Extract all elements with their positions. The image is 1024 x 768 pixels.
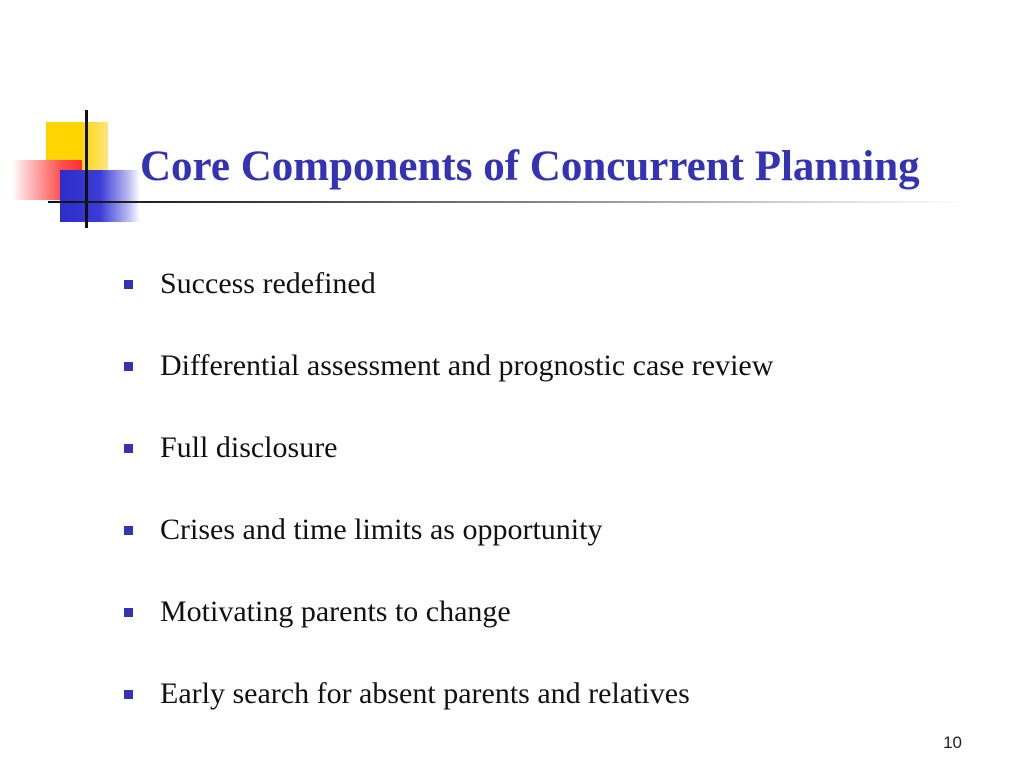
bullet-text: Crises and time limits as opportunity [160, 513, 603, 546]
page-number: 10 [943, 733, 962, 752]
decorative-blue-square [60, 170, 140, 222]
bullet-item [124, 426, 984, 508]
square-bullet-icon [124, 526, 133, 535]
bullet-list [124, 262, 984, 754]
decorative-vertical-line [85, 110, 88, 228]
bullet-text: Motivating parents to change [160, 595, 511, 628]
square-bullet-icon [124, 280, 133, 289]
title-underline [48, 201, 968, 203]
square-bullet-icon [124, 608, 133, 617]
bullet-item [124, 262, 984, 344]
square-bullet-icon [124, 444, 133, 453]
square-bullet-icon [124, 690, 133, 699]
square-bullet-icon [124, 362, 133, 371]
bullet-item [124, 672, 984, 754]
bullet-item [124, 590, 984, 672]
bullet-item [124, 508, 984, 590]
bullet-text: Differential assessment and prognostic case review [160, 349, 774, 382]
bullet-text: Early search for absent parents and relatives [160, 677, 690, 710]
slide-title: Core Components of Concurrent Planning [140, 143, 920, 190]
bullet-item [124, 344, 984, 426]
bullet-text: Full disclosure [160, 431, 338, 464]
bullet-text: Success redefined [160, 267, 376, 300]
